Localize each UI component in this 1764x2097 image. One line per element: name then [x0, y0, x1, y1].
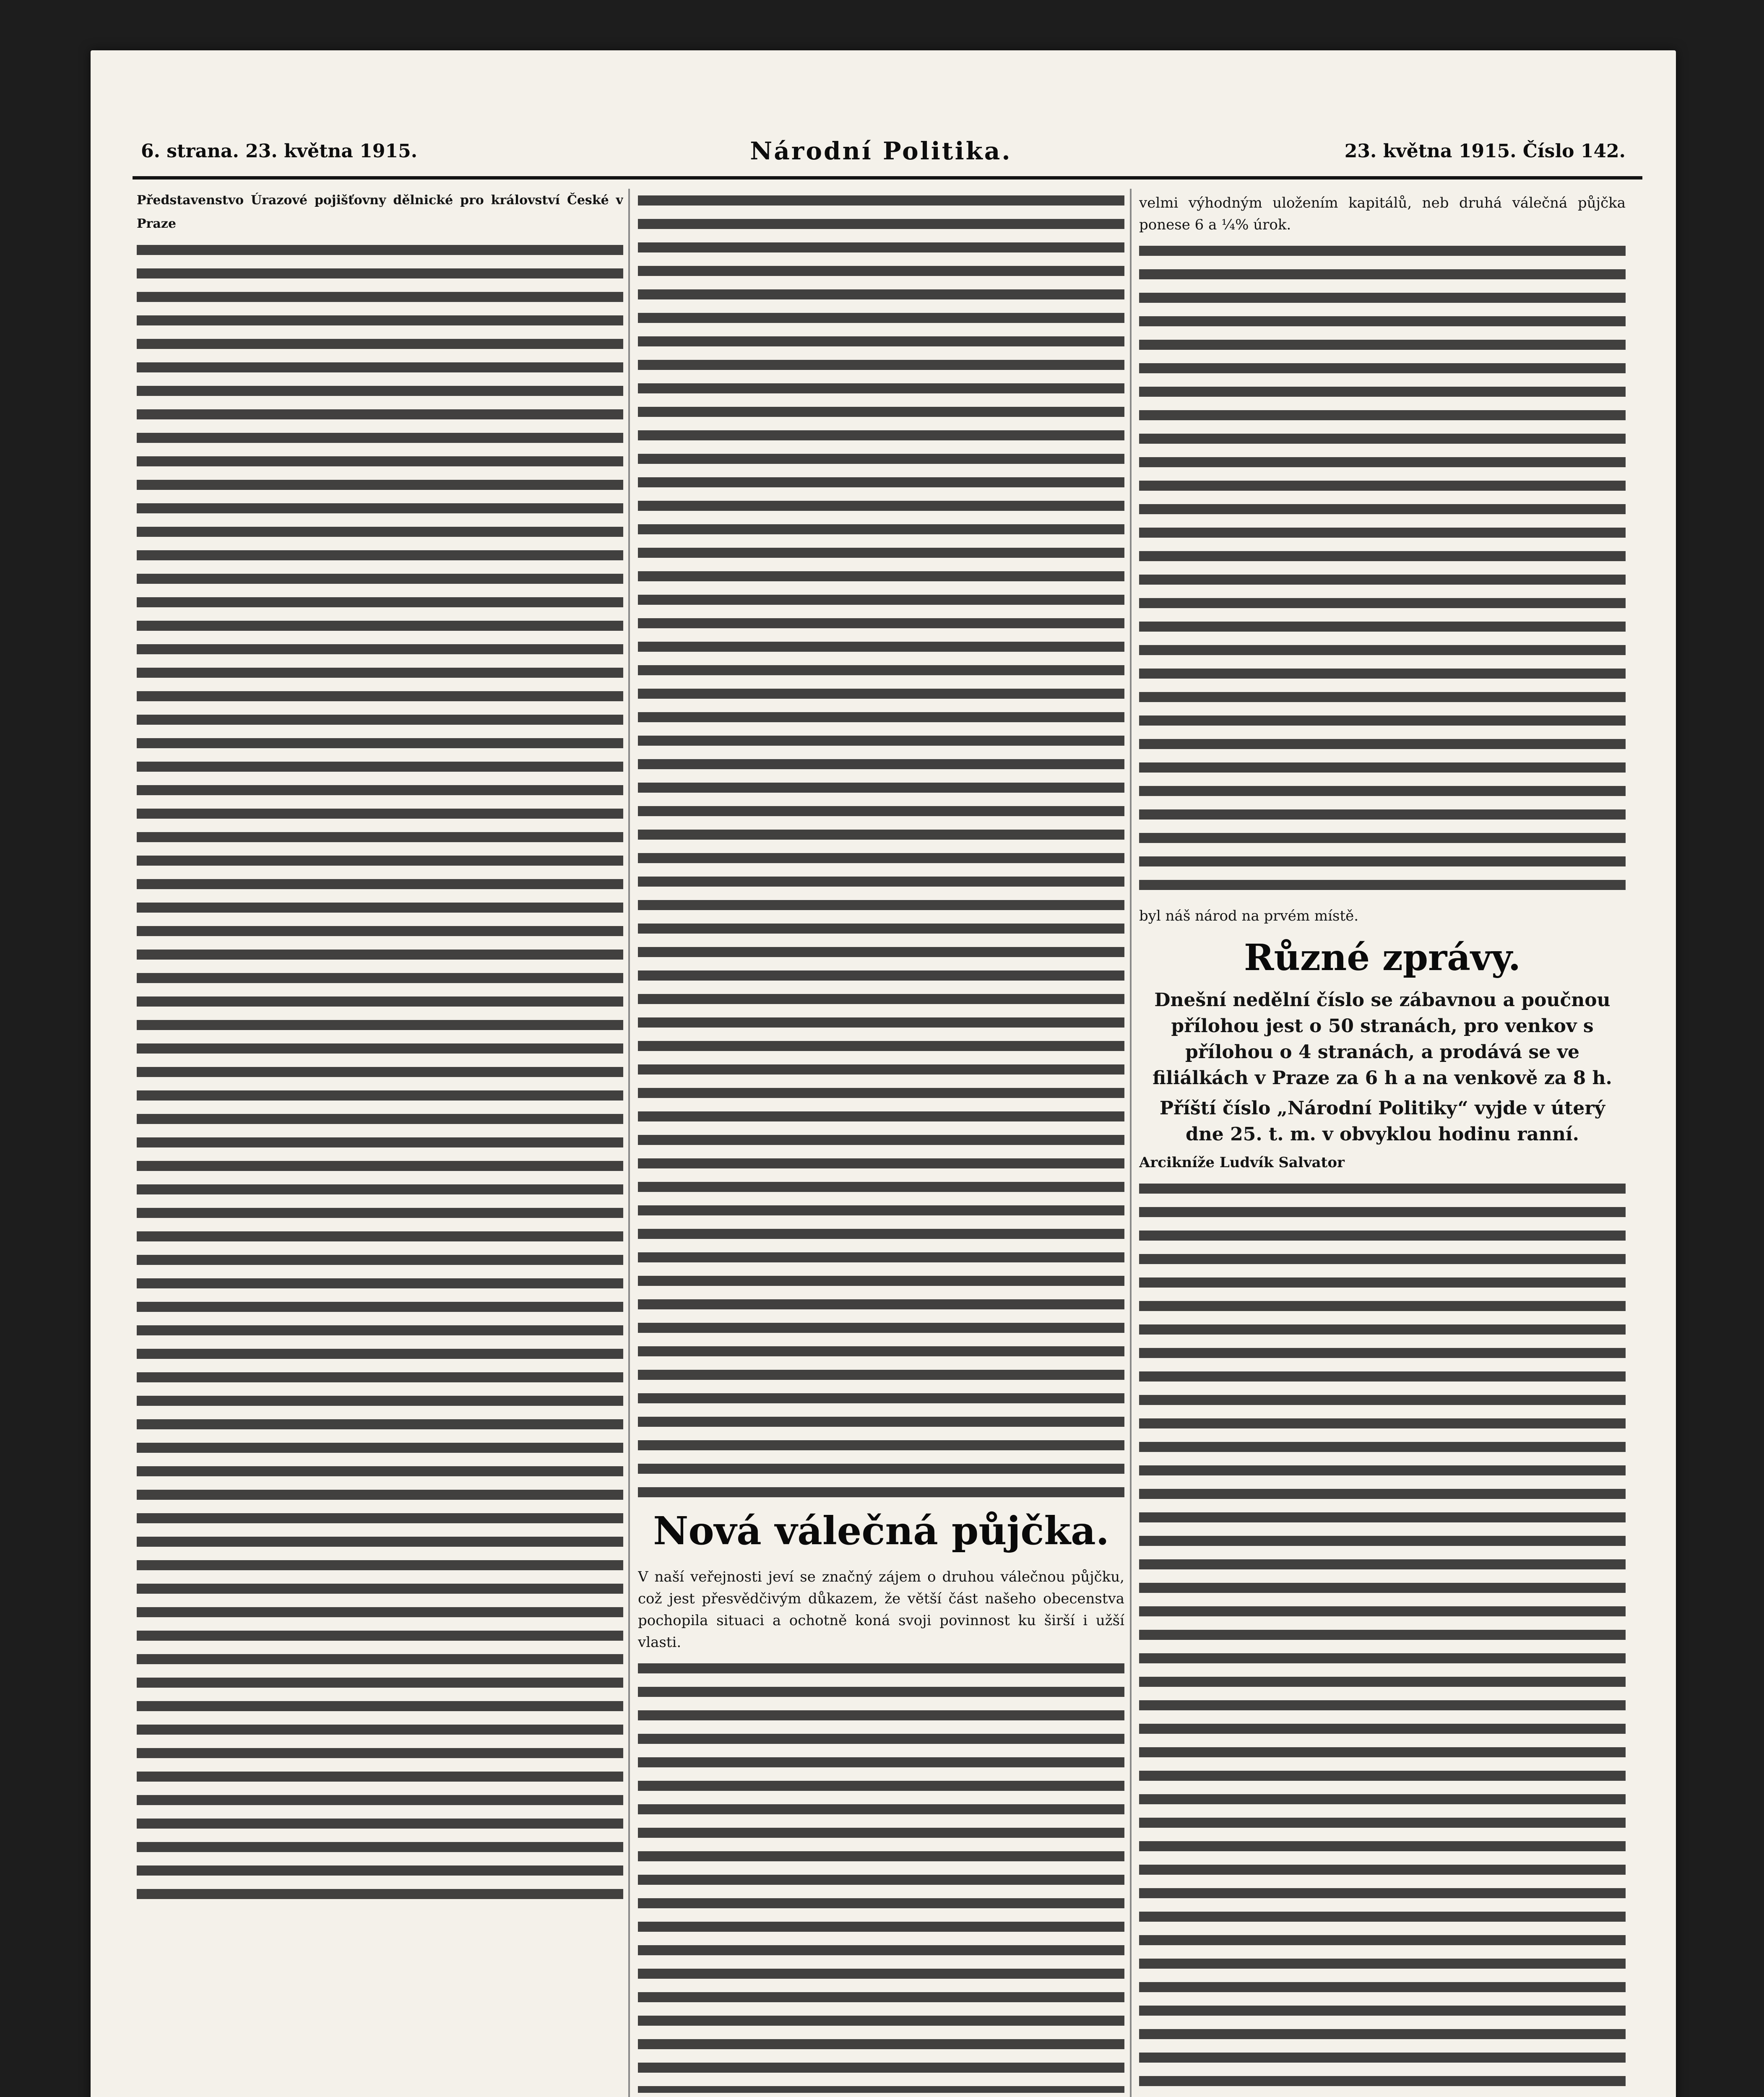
- nova-article-lead: V naší veřejnosti jeví se značný zájem o druhou válečnou půjčku, což jest přesvědčivým důkazem, že větší část našeho obecenstva pochopila situaci a ochotně koná svoji povinnost ku širší i užší vlasti.: [638, 1569, 1124, 1651]
- lead-heading: Představenstvo Úrazové pojišťovny dělnické pro království České v Praze: [137, 193, 623, 231]
- left-column: [137, 189, 623, 2097]
- section-title-ruzne-zpravy: Různé zprávy.: [1244, 937, 1521, 979]
- left-column-text: [137, 238, 623, 1907]
- newspaper-page: [91, 50, 1676, 2097]
- announcement-next-issue: Příští číslo „Národní Politiky“ vyjde v úterý dne 25. t. m. v obvyklou hodinu ranní.: [1159, 1098, 1605, 1145]
- news-item-heading: Arcikníže Ludvík Salvator: [1139, 1154, 1345, 1171]
- closing-phrase: byl náš národ na prvém místě.: [1139, 908, 1359, 924]
- header-right: 23. května 1915. Číslo 142.: [1344, 140, 1626, 162]
- page-header: [91, 128, 1676, 174]
- announcement-sunday-issue: Dnešní nedělní číslo se zábavnou a poučnou přílohou jest o 50 stranách, pro venkov s přílohou o 4 stranách, a prodává se ve filiálkách v Praze za 6 h a na venkově za 8 h.: [1153, 989, 1612, 1089]
- column-separator: [628, 189, 630, 2097]
- masthead-title: Národní Politika.: [750, 137, 1012, 165]
- header-left: 6. strana. 23. května 1915.: [141, 140, 418, 162]
- loan-article-text: [1139, 239, 1626, 902]
- right-lead-text: velmi výhodným uložením kapitálů, neb druhá válečná půjčka ponese 6 a ¼% úrok.: [1139, 195, 1626, 233]
- middle-column: [638, 189, 1124, 2097]
- header-rule: [133, 176, 1642, 180]
- section-title-nova-valecna-pujcka: Nová válečná půjčka.: [653, 1508, 1109, 1553]
- right-column: [1139, 189, 1626, 2097]
- news-items-text: [1139, 1177, 1626, 2097]
- subscription-list-text: [638, 189, 1124, 1497]
- column-separator: [1130, 189, 1132, 2097]
- nova-article-text: [638, 1657, 1124, 2093]
